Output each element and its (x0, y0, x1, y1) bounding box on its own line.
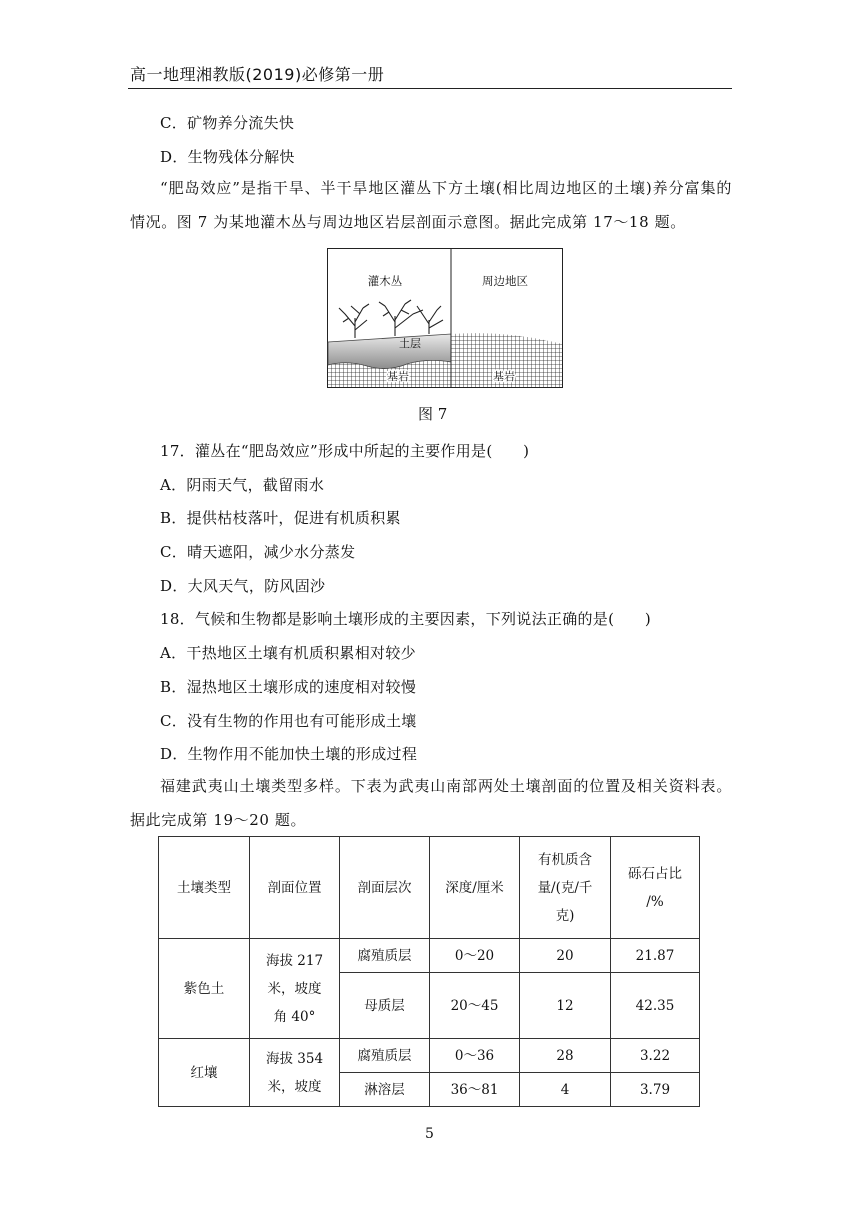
position-line: 米，坡度 (267, 1078, 322, 1095)
cell-soil-type: 紫色土 (159, 939, 250, 1039)
figure-caption: 图 7 (418, 405, 448, 423)
cell-depth: 0～20 (430, 939, 520, 973)
cell-depth: 20～45 (430, 973, 520, 1039)
header-divider (128, 88, 732, 89)
intro-paragraph-17-18: “肥岛效应”是指干旱、半干旱地区灌丛下方土壤(相比周边地区的土壤)养分富集的情况。图 7 为某地灌木丛与周边地区岩层剖面示意图。据此完成第 17～18 题。 (130, 179, 732, 231)
figure-7-diagram (327, 248, 563, 388)
label-surrounding: 周边地区 (482, 274, 528, 288)
option-17a: A．阴雨天气，截留雨水 (160, 476, 325, 494)
label-bedrock-right: 基岩 (493, 370, 515, 383)
label-shrub: 灌木丛 (367, 274, 403, 288)
cell-gravel: 3.79 (611, 1073, 700, 1107)
cell-gravel: 42.35 (611, 973, 700, 1039)
table-row (159, 1039, 700, 1073)
cell-organic: 20 (520, 939, 611, 973)
header-gravel-line-1: 砾石占比 (628, 865, 682, 882)
option-17d: D．大风天气，防风固沙 (160, 577, 326, 595)
cell-layer: 母质层 (340, 973, 430, 1039)
header-organic (520, 837, 611, 939)
running-header: 高一地理湘教版(2019)必修第一册 (130, 65, 385, 84)
question-18-stem: 18．气候和生物都是影响土壤形成的主要因素，下列说法正确的是( ) (160, 610, 651, 628)
header-organic-line-2: 量/(克/千 (537, 879, 593, 896)
position-line: 米，坡度 (267, 980, 322, 997)
label-bedrock-left: 基岩 (387, 370, 409, 383)
cell-depth: 0～36 (430, 1039, 520, 1073)
cell-depth: 36～81 (430, 1073, 520, 1107)
cell-organic: 12 (520, 973, 611, 1039)
option-17c: C．晴天遮阳，减少水分蒸发 (160, 543, 356, 561)
soil-profile-svg (327, 248, 563, 388)
option-18d: D．生物作用不能加快土壤的形成过程 (160, 745, 418, 763)
header-soil-type: 土壤类型 (159, 837, 250, 939)
page-number: 5 (425, 1126, 434, 1142)
header-layer: 剖面层次 (340, 837, 430, 939)
cell-gravel: 3.22 (611, 1039, 700, 1073)
cell-soil-type: 红壤 (159, 1039, 250, 1107)
question-17-stem: 17．灌丛在“肥岛效应”形成中所起的主要作用是( ) (160, 442, 530, 460)
cell-gravel: 21.87 (611, 939, 700, 973)
header-organic-line-1: 有机质含 (538, 851, 592, 868)
cell-organic: 28 (520, 1039, 611, 1073)
label-soil: 土层 (399, 337, 421, 350)
cell-position (250, 939, 340, 1039)
option-17b: B．提供枯枝落叶，促进有机质积累 (160, 509, 401, 527)
table-header-row (159, 837, 700, 939)
option-16d: D．生物残体分解快 (160, 148, 295, 166)
soil-profile-table (158, 836, 700, 1107)
header-position: 剖面位置 (250, 837, 340, 939)
cell-layer: 腐殖质层 (340, 939, 430, 973)
header-depth: 深度/厘米 (430, 837, 520, 939)
option-18b: B．湿热地区土壤形成的速度相对较慢 (160, 678, 417, 696)
option-18a: A．干热地区土壤有机质积累相对较少 (160, 644, 416, 662)
header-organic-line-3: 克) (555, 907, 575, 924)
header-gravel-line-2: /% (646, 893, 664, 910)
cell-organic: 4 (520, 1073, 611, 1107)
intro-paragraph-19-20: 福建武夷山土壤类型多样。下表为武夷山南部两处土壤剖面的位置及相关资料表。据此完成第 19～20 题。 (130, 777, 732, 829)
position-line: 角 40° (273, 1008, 316, 1025)
cell-layer: 淋溶层 (340, 1073, 430, 1107)
position-line: 海拔 217 (265, 952, 324, 969)
option-18c: C．没有生物的作用也有可能形成土壤 (160, 712, 417, 730)
header-gravel (611, 837, 700, 939)
cell-layer: 腐殖质层 (340, 1039, 430, 1073)
position-line: 海拔 354 (265, 1050, 324, 1067)
cell-position (250, 1039, 340, 1107)
option-16c: C．矿物养分流失快 (160, 114, 295, 132)
table-row (159, 939, 700, 973)
